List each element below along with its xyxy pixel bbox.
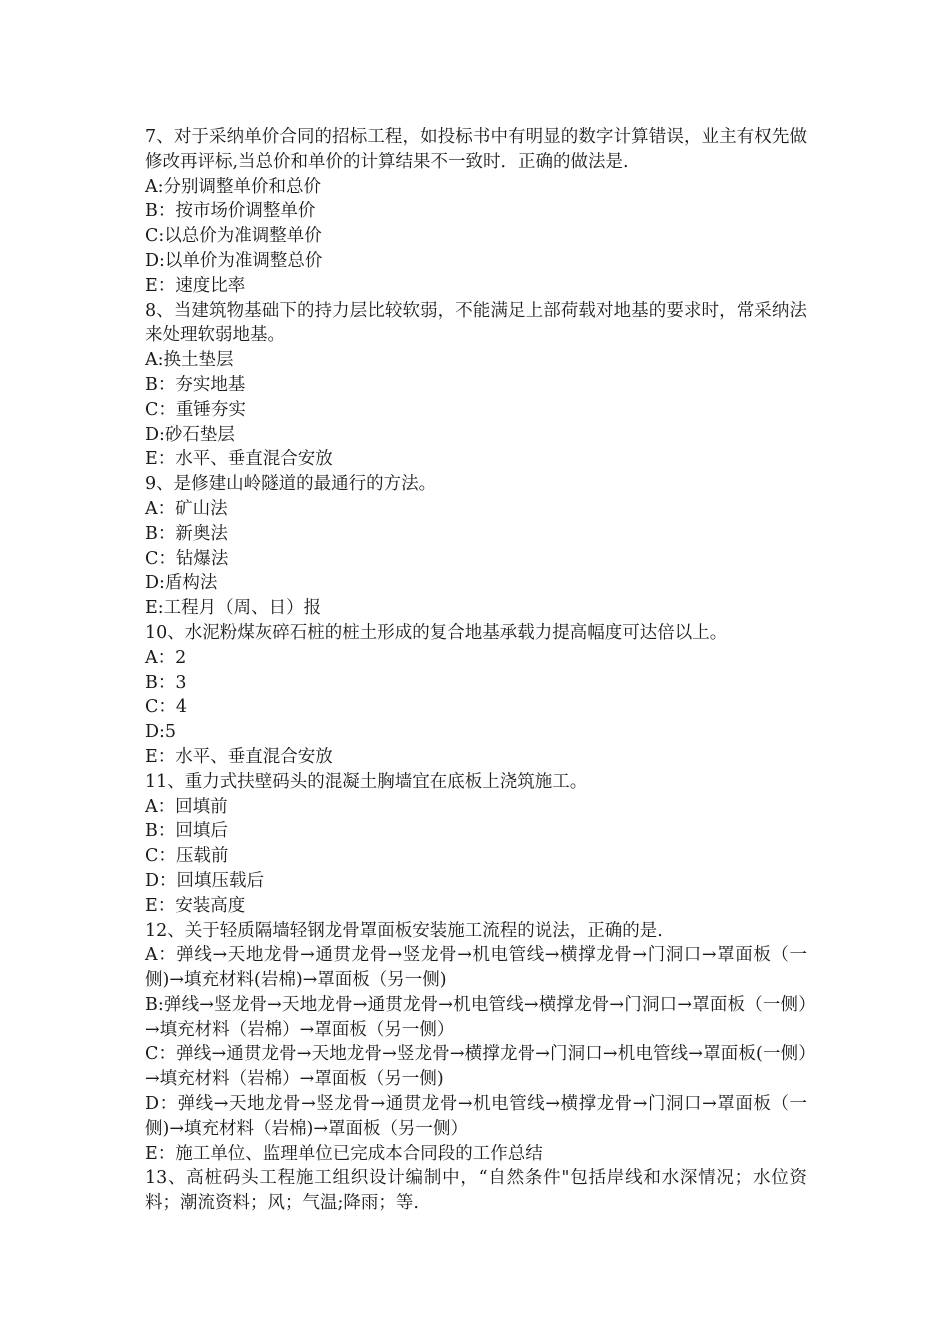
question-7-option-d: D:以单价为准调整总价: [145, 250, 323, 271]
question-9-stem: 9、是修建山岭隧道的最通行的方法。: [145, 474, 437, 495]
question-11-stem: 11、重力式扶壁码头的混凝土胸墙宜在底板上浇筑施工。: [145, 771, 588, 792]
question-9-option-c: C：钻爆法: [145, 548, 229, 569]
question-11-option-a: A：回填前: [145, 796, 228, 817]
question-8-option-e: E：水平、垂直混合安放: [145, 449, 333, 470]
question-9-option-d: D:盾构法: [145, 573, 218, 594]
question-11-option-d: D：回填压载后: [145, 870, 265, 891]
question-8-option-a: A:换土垫层: [145, 350, 234, 371]
question-10-option-a: A：2: [145, 647, 187, 668]
question-11-option-c: C：压载前: [145, 846, 229, 867]
question-11-option-b: B：回填后: [145, 821, 228, 842]
question-12-option-e: E：施工单位、监理单位已完成本合同段的工作总结: [145, 1143, 543, 1164]
question-8-stem: 8、当建筑物基础下的持力层比较软弱，不能满足上部荷载对地基的要求时，常采纳法来处理软弱地基。: [145, 300, 807, 346]
question-13-stem: 13、高桩码头工程施工组织设计编制中，“自然条件"包括岸线和水深情况；水位资料；潮流资料；风；气温;降雨；等.: [145, 1168, 807, 1214]
question-12-stem: 12、关于轻质隔墙轻钢龙骨罩面板安装施工流程的说法，正确的是.: [145, 920, 663, 941]
question-12-option-c: C：弹线→通贯龙骨→天地龙骨→竖龙骨→横撑龙骨→门洞口→机电管线→罩面板(一侧）→填充材料（岩棉）→罩面板（另一侧): [145, 1044, 807, 1090]
question-12-option-a: A：弹线→天地龙骨→通贯龙骨→竖龙骨→机电管线→横撑龙骨→门洞口→罩面板（一侧)→填充材料(岩棉)→罩面板（另一侧): [145, 945, 807, 991]
question-9-option-b: B：新奥法: [145, 523, 228, 544]
question-8-option-c: C：重锤夯实: [145, 399, 246, 420]
question-10-option-b: B：3: [145, 672, 187, 693]
question-10-option-d: D:5: [145, 722, 177, 743]
question-12-option-b: B:弹线→竖龙骨→天地龙骨→通贯龙骨→机电管线→横撑龙骨→门洞口→罩面板（一侧）→填充材料（岩棉）→罩面板（另一侧）: [145, 994, 807, 1040]
question-9-option-a: A：矿山法: [145, 498, 228, 519]
question-7-option-b: B：按市场价调整单价: [145, 201, 316, 222]
question-10-option-c: C：4: [145, 697, 188, 718]
question-8-option-b: B：夯实地基: [145, 374, 246, 395]
question-10-stem: 10、水泥粉煤灰碎石桩的桩土形成的复合地基承载力提高幅度可达倍以上。: [145, 622, 728, 643]
question-11-option-e: E：安装高度: [145, 895, 246, 916]
question-7-option-e: E：速度比率: [145, 275, 246, 296]
question-12-option-d: D：弹线→天地龙骨→竖龙骨→通贯龙骨→机电管线→横撑龙骨→门洞口→罩面板（一侧)→填充材料（岩棉)→罩面板（另一侧）: [145, 1094, 807, 1139]
question-8-option-d: D:砂石垫层: [145, 424, 235, 445]
question-10-option-e: E：水平、垂直混合安放: [145, 746, 333, 767]
question-9-option-e: E:工程月（周、日）报: [145, 598, 322, 619]
question-7-stem: 7、对于采纳单价合同的招标工程，如投标书中有明显的数字计算错误，业主有权先做修改再评标,当总价和单价的计算结果不一致时．正确的做法是.: [145, 127, 807, 172]
question-7-option-a: A:分别调整单价和总价: [145, 176, 322, 197]
document-body: [145, 125, 807, 1216]
question-7-option-c: C:以总价为准调整单价: [145, 226, 322, 247]
